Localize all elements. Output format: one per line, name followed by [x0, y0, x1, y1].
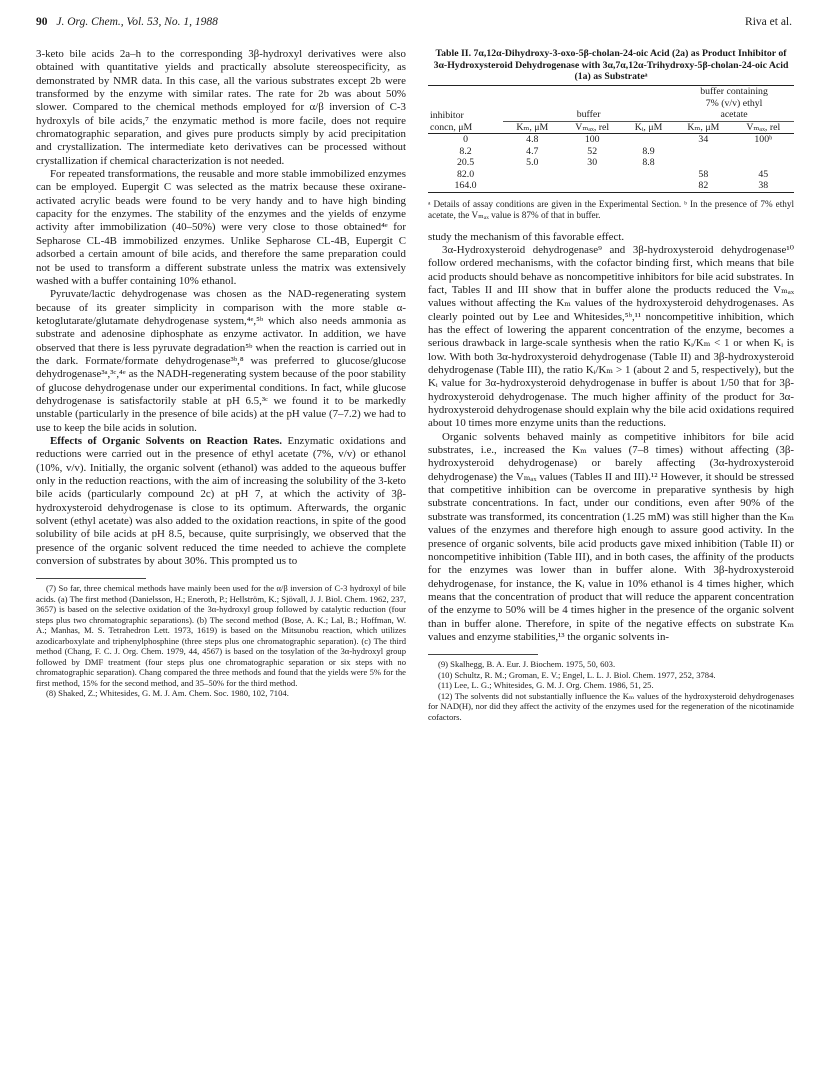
- table-header-row-1: [428, 86, 794, 98]
- paragraph-with-heading: [36, 435, 406, 568]
- header-inhibitor: inhibitor: [430, 109, 464, 121]
- cell: 164.0: [454, 180, 477, 192]
- footnote-8: (8) Shaked, Z.; Whitesides, G. M. J. Am. Chem. Soc. 1980, 102, 7104.: [46, 688, 289, 699]
- cell: 4.7: [526, 145, 539, 157]
- cell: 5.0: [526, 157, 539, 169]
- header-ki: Kᵢ, μM: [634, 121, 663, 133]
- header-group-buffer-ethyl-2: 7% (v/v) ethyl: [705, 97, 763, 109]
- paragraph: Organic solvents behaved mainly as competitive inhibitors for bile acid substrates, i.e., increased the Kₘ values (7–8 times) without affecting (3β-hydroxysteroid dehydrogenase) or barely affecting (3α-hydroxysteroid dehydrogenase) the Vₘₐₓ values (Tables II and III).¹² However, it should be stressed that competitive inhibition can be overcome in preparative synthesis by high substrate concentrations. In fact, under our conditions, even after 90% of the substrate was transformed, its concentration (1.25 mM) was still higher than the Kₘ values of the enzymes and therefore high enough to assure good activity. In the presence of organic solvents, bile acid products gave mixed inhibition (Table II) or noncompetitive inhibition (Table III), and in both cases, the affinity of the products for the enzymes was lower than in buffer alone. With 3β-hydroxysteroid dehydrogenase, for instance, the Kᵢ value in 10% ethanol is 4 times higher, which means that the concentration of product that will reduce the apparent concentration of the enzyme to 50% will be 4 times higher in the presence of the organic solvent than in buffer alone. Therefore, in spite of the negative effects on substrate Kₘ values and enzyme stabilities,¹³ the organic solvents in-: [428, 430, 794, 643]
- cell: [674, 146, 732, 158]
- cell: 30: [587, 157, 598, 169]
- cell: [503, 180, 561, 192]
- header-km: Kₘ, μM: [516, 121, 549, 133]
- cell: [733, 157, 794, 169]
- header-concn: concn, μM: [430, 121, 473, 133]
- right-column: [428, 48, 794, 722]
- table-row: [428, 146, 794, 158]
- cell: 0: [463, 134, 468, 146]
- cell: 8.2: [459, 145, 472, 157]
- header-left: [36, 16, 218, 28]
- cell: [623, 169, 674, 181]
- header-group-buffer: buffer: [503, 109, 674, 121]
- cell: [503, 169, 561, 181]
- table-caption: Table II. 7α,12α-Dihydroxy-3-oxo-5β-cholan-24-oic Acid (2a) as Product Inhibitor of 3α-Hydroxysteroid Dehydrogenase with 3α,7α,12α-Trihydroxy-5β-cholan-24-oic Acid (1a) as Substrateᵃ: [433, 48, 789, 83]
- table-header-row-4: [428, 121, 794, 134]
- paragraph: study the mechanism of this favorable effect.: [428, 230, 625, 243]
- cell: 82: [698, 180, 709, 192]
- cell: 8.9: [642, 145, 655, 157]
- cell: 82.0: [456, 168, 475, 180]
- footnote-rule: [428, 654, 538, 655]
- header-km-ethyl: Kₘ, μM: [687, 121, 720, 133]
- table-row: [428, 157, 794, 169]
- table-row: [428, 180, 794, 192]
- footnote-11: (11) Lee, L. G.; Whitesides, G. M. J. Org. Chem. 1986, 51, 25.: [438, 680, 654, 691]
- footnote-rule: [36, 578, 146, 579]
- header-vmax-ethyl: Vₘₐₓ, rel: [746, 121, 781, 133]
- table-row: [428, 134, 794, 146]
- header-vmax: Vₘₐₓ, rel: [575, 121, 610, 133]
- left-column: [36, 48, 406, 699]
- footnote-12: (12) The solvents did not substantially influence the Kₘ values of the hydroxysteroid dehydrogenases for NAD(H), nor did they affect the activity of the enzymes used for the regeneration of the nicotinamide cofactors.: [428, 690, 794, 722]
- cell: 4.8: [526, 134, 539, 146]
- cell: [733, 146, 794, 158]
- paragraph-text: Enzymatic oxidations and reductions were carried out in the presence of ethyl acetate (7%, v/v) or ethanol (10%, v/v). Initially, the organic solvent (ethanol) was added to the aqueous buffer only in the reduction reactions, with the aim of increasing the solubility of the 3-keto bile acids (particularly compound 2c) at pH 7, at which the activity of 3β-hydroxysteroid dehydrogenase is close to its optimum. Afterwards, the organic solvent (ethyl acetate) was also added to the oxidation reactions, in spite of the good solubility of bile acids at pH 8.5, because, quite surprisingly, we observed that the presence of the organic solvent reduced the time needed to achieve the complete conversion of substrates by about 30%. This prompted us to: [36, 434, 406, 568]
- cell: 38: [758, 180, 769, 192]
- cell: 100ᵇ: [754, 134, 773, 146]
- cell: 34: [698, 134, 709, 146]
- running-header: [36, 16, 792, 32]
- paragraph: 3α-Hydroxysteroid dehydrogenase⁹ and 3β-hydroxysteroid dehydrogenase¹⁰ follow ordered mechanisms, with the cofactor binding first, which means that bile acid products should behave as noncompetitive inhibitors for bile acid substrates. In fact, Tables II and III show that in buffer alone the products reduced the Vₘₐₓ values without affecting the Kₘ values of the hydroxysteroid dehydrogenases. As clearly pointed out by Lee and Whitesides,⁵ᵇ,¹¹ noncompetitive inhibition, which has the effect of lowering the apparent concentration of the enzyme, becomes a serious drawback in large-scale synthesis when the ratio Kᵢ/Kₘ < 1 or when Kᵢ is low. With both 3α-hydroxysteroid dehydrogenase (Table II) and 3β-hydroxysteroid dehydrogenase (Table III), the ratio Kᵢ/Kₘ > 1 (about 2 and 5, respectively), but the Kᵢ value for 3α-hydroxysteroid dehydrogenase in buffer is about 1/50 that for 3β-hydroxysteroid dehydrogenase. The much higher affinity of the product for 3α-hydroxysteroid dehydrogenase should explain why the bile acid oxidations required about 10 times more enzyme units than the reductions.: [428, 243, 794, 430]
- footnotes: [36, 583, 406, 699]
- table-row: [428, 169, 794, 181]
- cell: 45: [758, 168, 769, 180]
- cell: 58: [698, 168, 709, 180]
- cell: 100: [584, 134, 600, 146]
- journal-citation: J. Org. Chem., Vol. 53, No. 1, 1988: [56, 16, 218, 28]
- footnote-10: (10) Schultz, R. M.; Groman, E. V.; Engel, L. L. J. Biol. Chem. 1977, 252, 3784.: [438, 669, 716, 680]
- header-authors: Riva et al.: [745, 16, 792, 28]
- cell: [623, 134, 674, 146]
- data-table: [428, 85, 794, 193]
- header-group-buffer-ethyl-3: acetate: [674, 109, 794, 121]
- page-number: 90: [36, 16, 48, 28]
- cell: [561, 180, 622, 192]
- footnote-9: (9) Skalhegg, B. A. Eur. J. Biochem. 1975, 50, 603.: [438, 659, 616, 670]
- cell: [623, 180, 674, 192]
- section-heading: Effects of Organic Solvents on Reaction Rates.: [50, 434, 282, 447]
- paragraph: For repeated transformations, the reusable and more stable immobilized enzymes can be employed. Eupergit C was selected as the matrix because these oxirane-activated acrylic beads were found to be very handy and to have high binding capacity for the enzymes. The stability of the enzymes and the yields of enzyme activity after immobilization (40–50%) were very close to those obtained⁴ᵉ for Sepharose CL-4B immobilized enzymes. Unlike Sepharose CL-4B, Eupergit C adsorbed a certain amount of bile acids, and therefore the same preparation could not be used to transform a different substrate unless the matrix was extensively washed with a buffer containing 10% ethanol.: [36, 168, 406, 287]
- cell: 8.8: [642, 157, 655, 169]
- cell: [674, 157, 732, 169]
- cell: 20.5: [456, 157, 475, 169]
- paragraph: Pyruvate/lactic dehydrogenase was chosen as the NAD-regenerating system because of its greater simplicity in comparison with the more stable α-ketoglutarate/glutamate dehydrogenase system,⁴ᵉ,⁵ᵇ which also needs ammonia as substrate and adenosine diphosphate as enzyme activator. In addition, we have observed that there is less pyruvate degradation⁵ᵇ when the reaction is carried out in the dark. Formate/formate dehydrogenase³ᵇ,⁸ was preferred to glucose/glucose dehydrogenase³ᵃ,³ᶜ,⁴ᵉ as the NADH-regenerating system because of the poor stability of glucose dehydrogenase under our experimental conditions. In fact, while glucose dehydrogenase is satisfactorily stable at pH 6.5,³ᶜ we found it to be markedly unstable (particularly in the presence of bile acids) at the pH value (7–7.2) we had to use to keep the bile acids in solution.: [36, 288, 406, 434]
- table-header-row-2: [428, 98, 794, 110]
- cell: 52: [587, 145, 598, 157]
- paragraph: 3-keto bile acids 2a–h to the corresponding 3β-hydroxyl derivatives were also obtained with quantitative yields and practically absolute stereospecificity, as demonstrated by NMR data. In this case, all the various substrates except 2b were transformed by the enzyme with similar rates. The rate for 2b was about 50% slower. Compared to the chemical methods employed for α/β inversion of C-3 hydroxyls of bile acids,⁷ the enzymatic method is more facile, does not require chromatographic separation, and gives pure products simply by acid precipitation and crystallization. The intermediate keto derivatives can be processed without crystallization if chemical characterization is not needed.: [36, 48, 406, 167]
- table-header-row-3: [428, 109, 794, 121]
- cell: [561, 169, 622, 181]
- footnote-7: (7) So far, three chemical methods have mainly been used for the α/β inversion of C-3 hydroxyl of bile acids. (a) The first method (Danielsson, H.; Eneroth, P.; Hellström, K.; Sjövall, J. J. Biol. Chem. 1962, 237, 3657) is based on the selective oxidation of the 3α-hydroxyl group followed by catalytic reduction (four steps plus two chromatographic separations). (b) The second method (Bose, A. K.; Lal, B.; Hoffman, W. A.; Manhas, M. S. Tetrahedron Lett. 1973, 1619) is based on the Mitsunobu reaction, which utilizes azodicarboxylate and triphenylphosphine (three steps plus one chromatographic separation). (c) The third method (Chang, F. C. J. Org. Chem. 1979, 44, 4567) is based on the tosylation of the 3α-hydroxyl group followed by DMF treatment (four steps plus one chromatographic separation or six steps with no chromatographic separation). Chang compared the three methods and found that the yields were 5% for the first method, 15% for the second method, and 35–50% for the third method.: [36, 583, 406, 688]
- table-footnote: ᵃ Details of assay conditions are given in the Experimental Section. ᵇ In the presence of 7% ethyl acetate, the Vₘₐₓ value is 87% of that in buffer.: [428, 198, 794, 220]
- footnotes: [428, 659, 794, 722]
- header-group-buffer-ethyl-1: buffer containing: [700, 86, 768, 98]
